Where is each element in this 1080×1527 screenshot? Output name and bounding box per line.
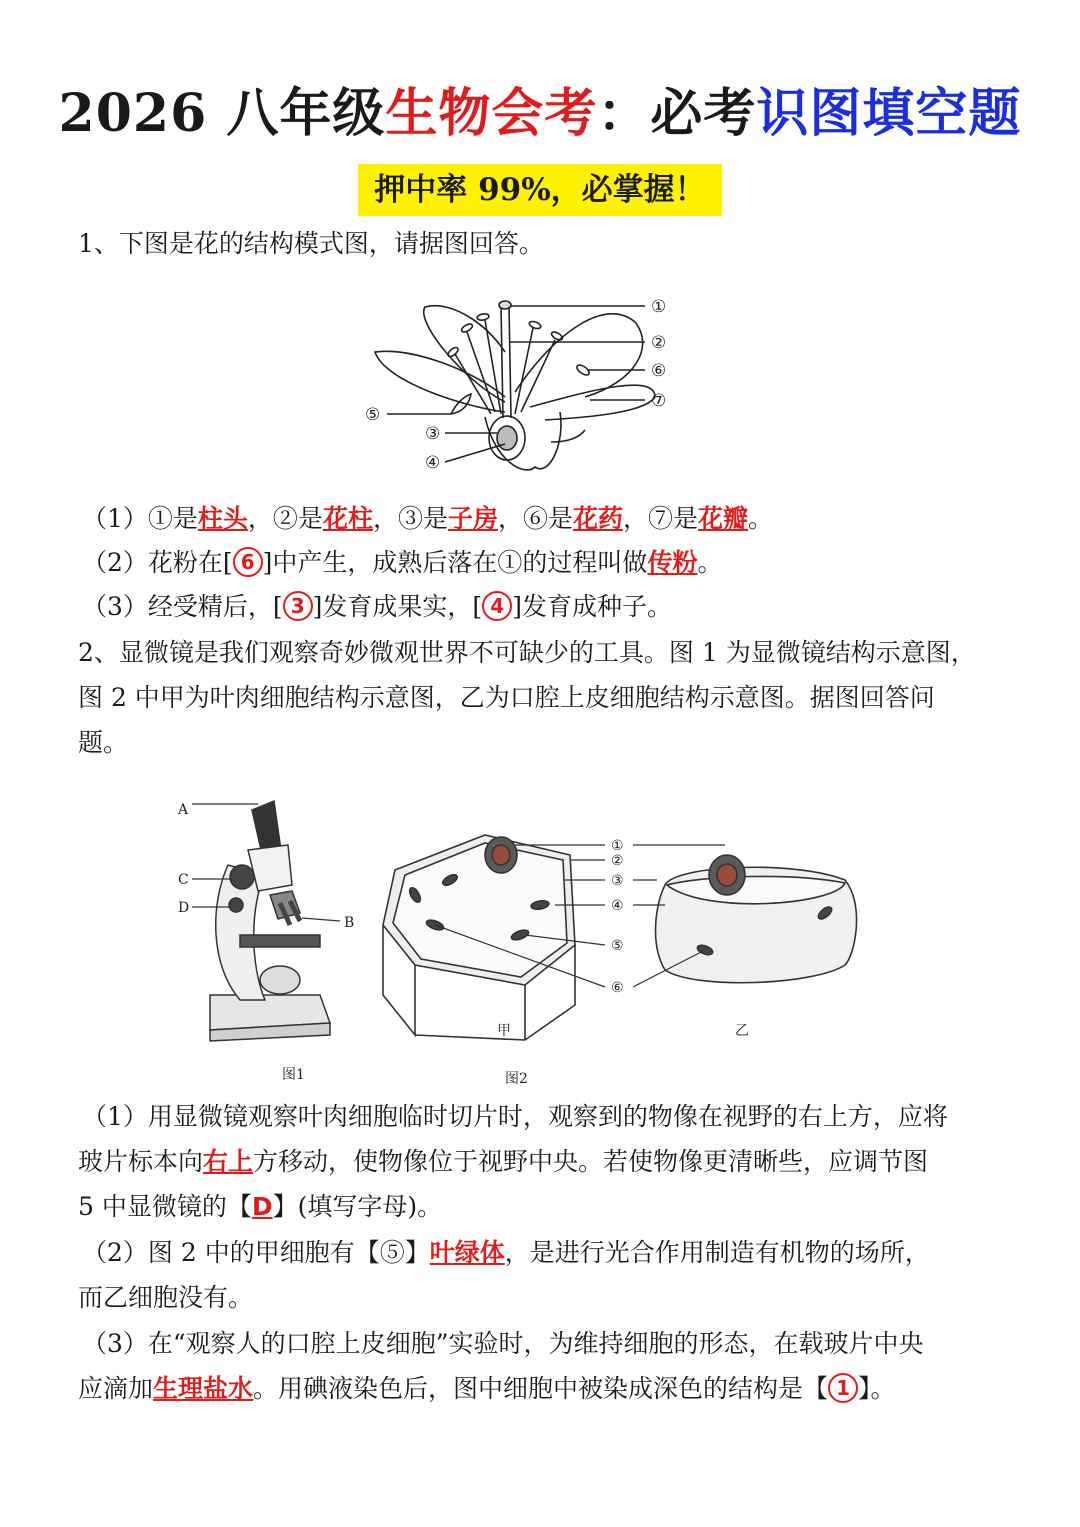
flower-label-5: ⑤ [365, 405, 381, 425]
flower-label-3: ③ [425, 424, 441, 444]
answer-upper-right: 右上 [203, 1147, 254, 1176]
q2-answer-1-line-3: 5 中显微镜的【D】(填写字母)。 [78, 1192, 443, 1221]
title-part-4: 识图填空题 [756, 83, 1022, 144]
answer-anther: 花药 [573, 504, 624, 533]
flower-label-1: ① [651, 297, 667, 317]
flower-label-2: ② [651, 333, 667, 353]
q2-answer-2-line-2: 而乙细胞没有。 [78, 1283, 254, 1312]
microscope-label-B: B [344, 915, 355, 931]
microscope-label-D: D [178, 900, 190, 916]
q2-answer-3-line-2: 应滴加生理盐水。用碘液染色后，图中细胞中被染成深色的结构是【 1 】。 [78, 1374, 896, 1403]
highlight-banner: 押中率 99%，必掌握！ [358, 164, 722, 216]
title-part-1: 2026 八年级 [58, 83, 386, 144]
title-part-3: ：必考 [597, 83, 757, 144]
cell-label-6: ⑥ [611, 980, 624, 996]
flower-label-6: ⑥ [651, 361, 667, 381]
microscope-label-C: C [178, 872, 189, 888]
q2-answer-1-line-1: （1）用显微镜观察叶肉细胞临时切片时，观察到的物像在视野的右上方，应将 [82, 1102, 948, 1131]
caption-jia: 甲 [497, 1023, 511, 1039]
q1-answer-1: （1）①是柱头，②是花柱，③是子房，⑥是花药，⑦是花瓣。 [82, 504, 774, 533]
caption-fig1: 图1 [282, 1067, 305, 1083]
microscope-diagram [170, 795, 370, 1095]
q1-stem: 1、下图是花的结构模式图，请据图回答。 [78, 229, 544, 258]
answer-circle-3: 3 [283, 591, 313, 621]
page-title [0, 82, 1080, 146]
flower-diagram [355, 292, 695, 492]
answer-ovary: 子房 [447, 504, 498, 533]
caption-fig2: 图2 [505, 1071, 528, 1087]
cell-label-4: ④ [611, 898, 624, 914]
flower-label-7: ⑦ [651, 391, 667, 411]
cell-label-2: ② [611, 853, 624, 869]
answer-pollination: 传粉 [647, 548, 698, 577]
flower-label-4: ④ [425, 453, 441, 473]
cell-label-5: ⑤ [611, 938, 624, 954]
microscope-label-A: A [178, 802, 189, 818]
answer-letter-d: D [251, 1192, 273, 1221]
q2-answer-3-line-1: （3）在“观察人的口腔上皮细胞”实验时，为维持细胞的形态，在载玻片中央 [82, 1329, 924, 1358]
q2-answer-2-line-1: （2）图 2 中的甲细胞有【⑤】叶绿体，是进行光合作用制造有机物的场所， [82, 1238, 930, 1267]
answer-circle-6: 6 [233, 547, 263, 577]
q1-answer-3: （3）经受精后，[ 3 ]发育成果实，[ 4 ]发育成种子。 [82, 592, 672, 621]
q2-stem-line-2: 图 2 中甲为叶肉细胞结构示意图，乙为口腔上皮细胞结构示意图。据图回答问 [78, 683, 935, 712]
cell-diagram [375, 825, 875, 1095]
q2-stem-line-1: 2、显微镜是我们观察奇妙微观世界不可缺少的工具。图 1 为显微镜结构示意图， [78, 638, 976, 667]
q1-answer-2: （2）花粉在[ 6 ]中产生，成熟后落在①的过程叫做传粉。 [82, 548, 723, 577]
q2-answer-1-line-2: 玻片标本向右上方移动，使物像位于视野中央。若使物像更清晰些，应调节图 [78, 1147, 929, 1176]
answer-petal: 花瓣 [698, 504, 749, 533]
cell-label-1: ① [611, 838, 624, 854]
q2-stem-line-3: 题。 [78, 728, 129, 757]
answer-saline: 生理盐水 [153, 1374, 254, 1403]
cell-label-3: ③ [611, 873, 624, 889]
title-part-2: 生物会考 [385, 83, 598, 144]
answer-chloroplast: 叶绿体 [429, 1238, 505, 1267]
answer-stigma: 柱头 [197, 504, 248, 533]
answer-style: 花柱 [322, 504, 373, 533]
answer-circle-1: 1 [828, 1373, 858, 1403]
answer-circle-4: 4 [482, 591, 512, 621]
caption-yi: 乙 [735, 1023, 749, 1039]
